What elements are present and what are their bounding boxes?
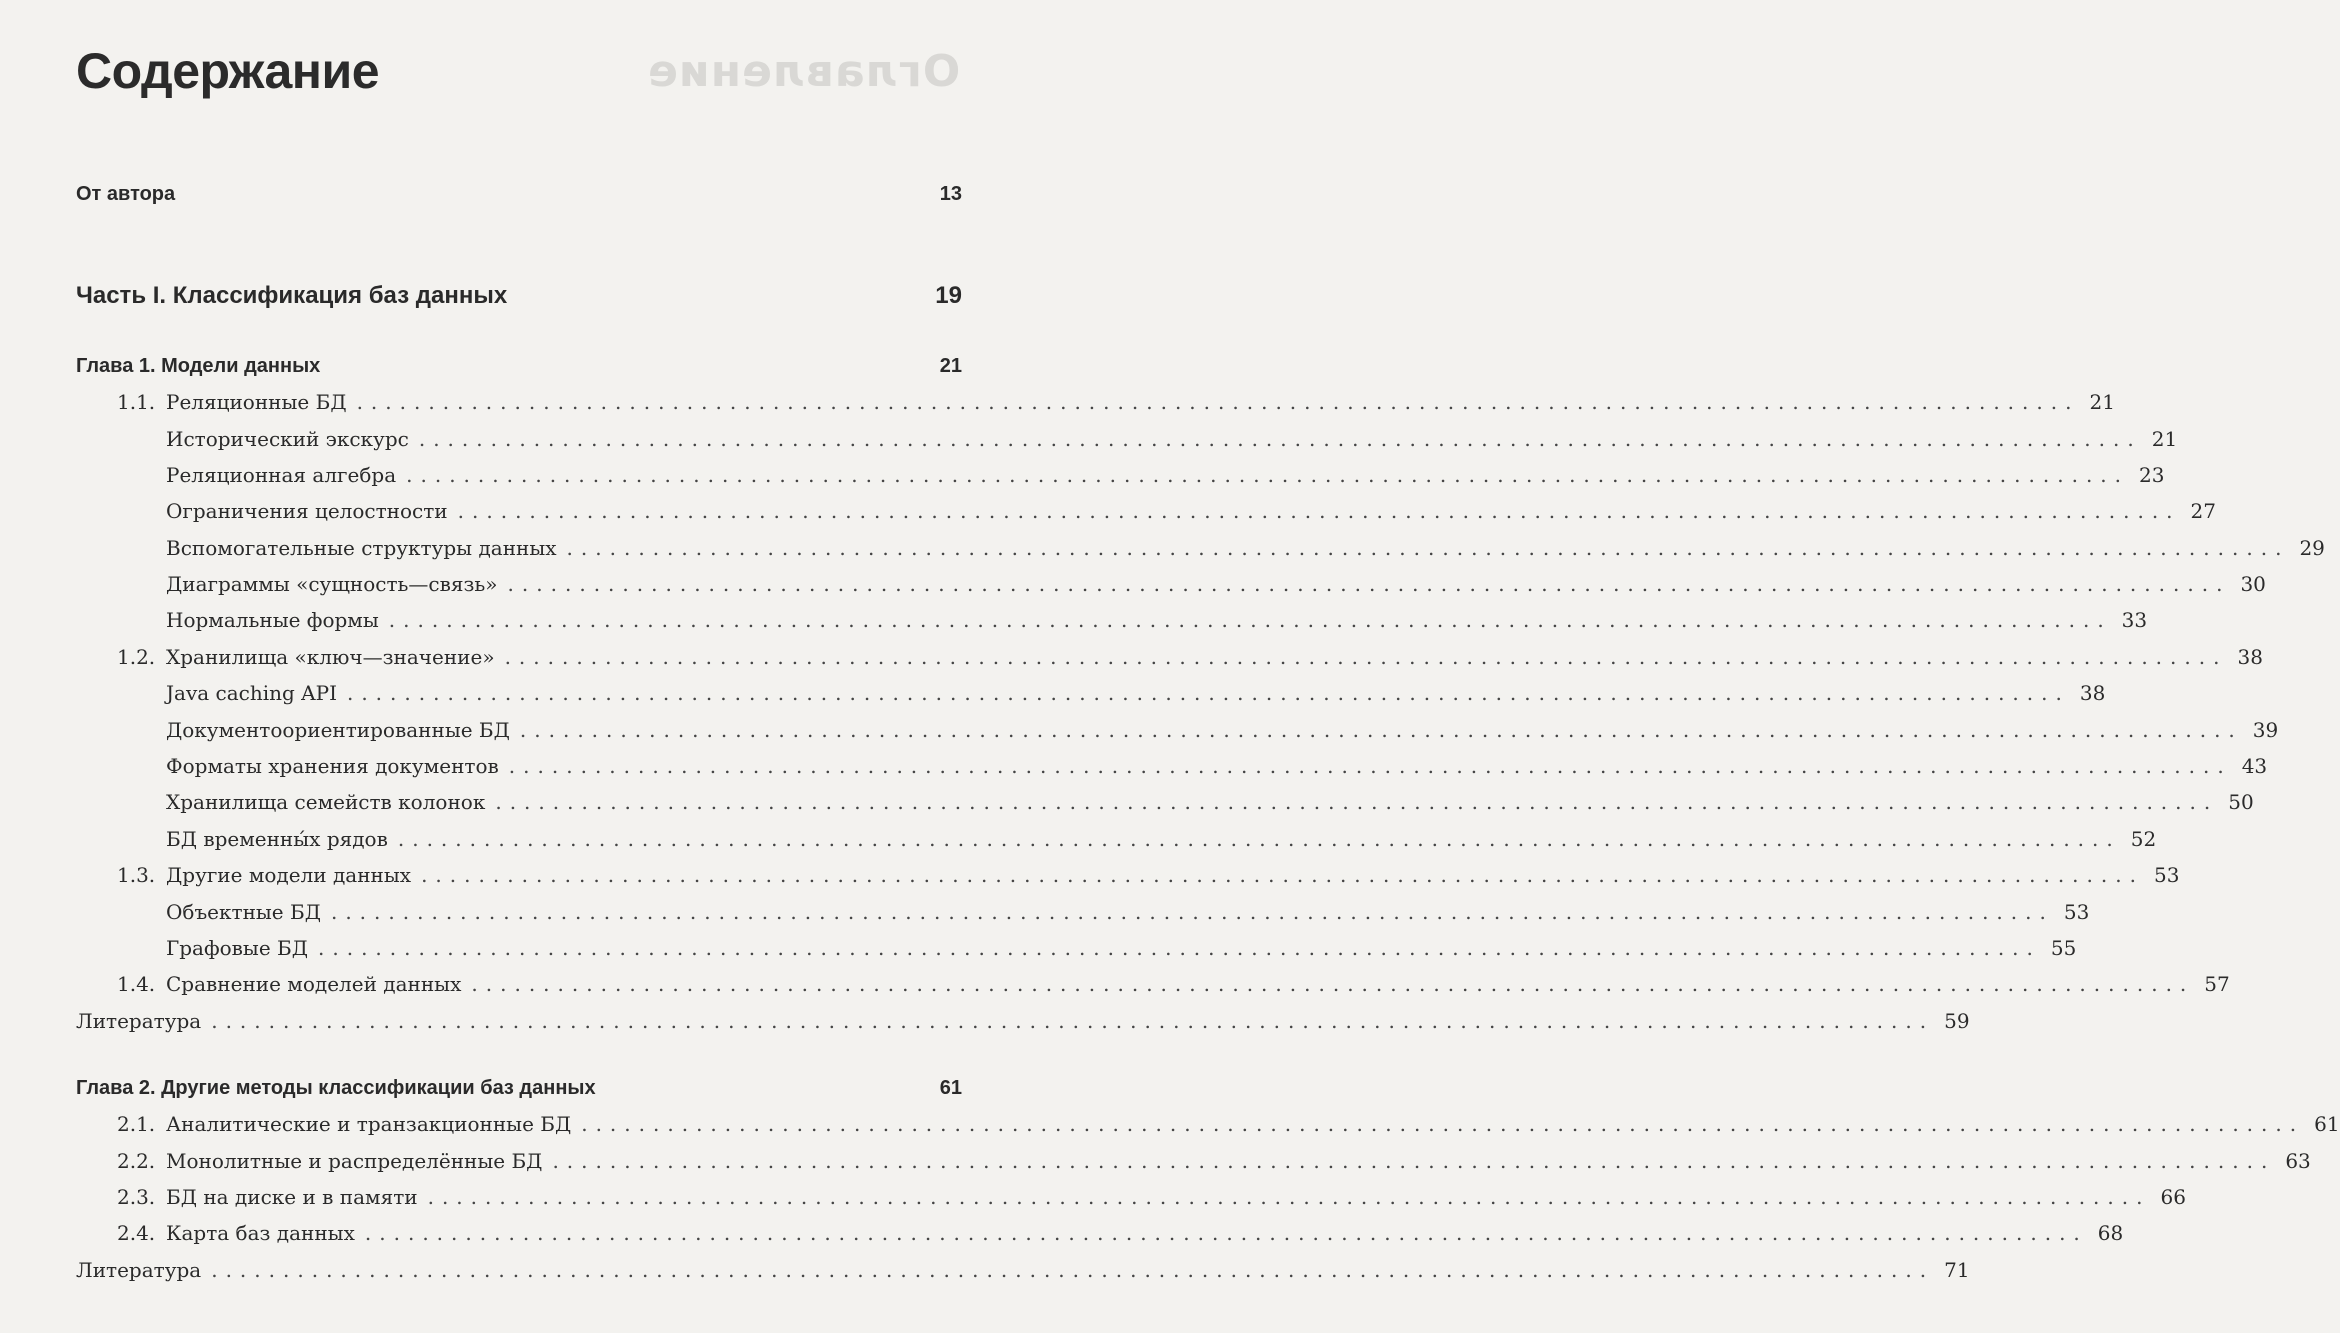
toc-entry xyxy=(0,825,2157,855)
toc-entry xyxy=(0,861,2180,891)
toc-entry xyxy=(0,716,2279,746)
toc-entry-title: Форматы хранения документов xyxy=(166,754,499,778)
toc-page-number: 29 xyxy=(2299,536,2325,560)
toc-entry xyxy=(0,352,1000,382)
toc-entry xyxy=(0,788,2254,818)
toc-entry-title: Исторический экскурс xyxy=(166,427,409,451)
toc-page-number: 38 xyxy=(2079,681,2106,705)
toc-page-number: 38 xyxy=(2237,645,2263,669)
toc-leader-dots: ........................................................................................................................ xyxy=(211,1258,1935,1282)
toc-entry xyxy=(0,388,2115,418)
toc-entry-title: БД временны́х рядов xyxy=(166,827,388,851)
toc-entry-title: Аналитические и транзакционные БД xyxy=(166,1112,572,1136)
toc-page-number: 57 xyxy=(2204,972,2230,996)
toc-entry xyxy=(0,898,2090,928)
toc-entry xyxy=(0,679,2106,709)
toc-page-number: 21 xyxy=(2089,390,2115,414)
toc-page-number: 23 xyxy=(2139,463,2165,487)
page-title: Содержание xyxy=(76,43,380,99)
toc-entry-title: Ограничения целостности xyxy=(166,499,448,523)
toc-entry xyxy=(0,282,1000,312)
toc-entry xyxy=(0,425,2178,455)
toc-leader-dots: ........................................................................................................................ xyxy=(211,1009,1935,1033)
toc-page-number: 50 xyxy=(2228,790,2254,814)
toc-page-number: 43 xyxy=(2241,754,2268,778)
toc-entry-title: Объектные БД xyxy=(166,900,321,924)
toc-page-number: 33 xyxy=(2121,608,2148,632)
toc-page-number: 59 xyxy=(1944,1009,1970,1033)
toc-entry-number: 1.1. xyxy=(117,390,156,414)
toc-entry-title: Часть I. Классификация баз данных xyxy=(76,282,508,309)
toc-leader-dots: ........................................................................................................................ xyxy=(471,972,2195,996)
toc-entry-number: 1.4. xyxy=(117,972,156,996)
toc-leader-dots: ........................................................................................................................ xyxy=(318,936,2041,960)
toc-entry xyxy=(0,1256,1970,1286)
toc-page-number: 71 xyxy=(1944,1258,1970,1282)
toc-entry xyxy=(0,1110,2340,1140)
toc-entry-title: Документоориентированные БД xyxy=(166,718,510,742)
toc-entry-number: 2.4. xyxy=(117,1221,156,1245)
toc-page-number: 30 xyxy=(2240,572,2266,596)
toc-page-number: 27 xyxy=(2190,499,2216,523)
toc-entry-title: Другие модели данных xyxy=(166,863,412,887)
toc-entry-title: Монолитные и распределённые БД xyxy=(166,1149,543,1173)
toc-entry-title: Диаграммы «сущность—связь» xyxy=(166,572,498,596)
toc-page-number: 53 xyxy=(2153,863,2180,887)
toc-entry-title: Глава 1. Модели данных xyxy=(76,355,321,377)
toc-page-number: 13 xyxy=(939,183,962,205)
toc-page-number: 66 xyxy=(2160,1185,2186,1209)
toc-entry-title: Нормальные формы xyxy=(166,608,379,632)
toc-leader-dots: ........................................................................................................................ xyxy=(397,827,2121,851)
toc-leader-dots: ........................................................................................................................ xyxy=(457,499,2181,523)
toc-entry xyxy=(0,534,2325,564)
toc-page-number: 61 xyxy=(939,1077,962,1099)
toc-page-number: 21 xyxy=(2151,427,2178,451)
toc-leader-dots: ........................................................................................................................ xyxy=(330,900,2054,924)
toc-entry xyxy=(0,934,2077,964)
toc-entry-title: Литература xyxy=(76,1258,202,1282)
toc-entry-title: Хранилища семейств колонок xyxy=(166,790,486,814)
toc-page-number: 68 xyxy=(2097,1221,2124,1245)
toc-page-number: 19 xyxy=(935,282,962,309)
toc-leader-dots: ........................................................................................................................ xyxy=(346,681,2070,705)
toc-entry-number: 1.2. xyxy=(117,645,156,669)
toc-leader-dots: ........................................................................................................................ xyxy=(519,718,2243,742)
toc-leader-dots: ........................................................................................................................ xyxy=(581,1112,2305,1136)
toc-entry xyxy=(0,643,2263,673)
toc-entry-title: Java caching API xyxy=(166,681,337,705)
toc-entry-title: Литература xyxy=(76,1009,202,1033)
toc-entry-title: Глава 2. Другие методы классификации баз данных xyxy=(76,1077,596,1099)
toc-leader-dots: ........................................................................................................................ xyxy=(508,754,2232,778)
toc-entry xyxy=(0,1183,2186,1213)
toc-entry xyxy=(0,570,2266,600)
toc-entry xyxy=(0,752,2268,782)
toc-entry-title: Хранилища «ключ—значение» xyxy=(166,645,495,669)
toc-entry xyxy=(0,461,2165,491)
toc-entry xyxy=(0,180,1000,210)
toc-entry xyxy=(0,1074,1000,1104)
toc-entry-title: Сравнение моделей данных xyxy=(166,972,462,996)
toc-page-number: 53 xyxy=(2063,900,2090,924)
toc-entry-number: 2.3. xyxy=(117,1185,156,1209)
toc-leader-dots: ........................................................................................................................ xyxy=(427,1185,2151,1209)
toc-entry-number: 1.3. xyxy=(117,863,156,887)
toc-leader-dots: ........................................................................................................................ xyxy=(406,463,2130,487)
toc-leader-dots: ........................................................................................................................ xyxy=(356,390,2080,414)
toc-page-number: 55 xyxy=(2050,936,2077,960)
toc-leader-dots: ........................................................................................................................ xyxy=(364,1221,2088,1245)
toc-page-number: 61 xyxy=(2314,1112,2340,1136)
toc-leader-dots: ........................................................................................................................ xyxy=(495,790,2219,814)
toc-entry xyxy=(0,970,2230,1000)
toc-entry-number: 2.1. xyxy=(117,1112,156,1136)
toc-entry xyxy=(0,497,2216,527)
toc-entry-title: Вспомогательные структуры данных xyxy=(166,536,557,560)
toc-entry-title: Графовые БД xyxy=(166,936,308,960)
toc-leader-dots: ........................................................................................................................ xyxy=(552,1149,2276,1173)
toc-leader-dots: ........................................................................................................................ xyxy=(388,608,2112,632)
toc-entry-title: Реляционная алгебра xyxy=(166,463,397,487)
toc-leader-dots: ........................................................................................................................ xyxy=(504,645,2228,669)
toc-page-number: 63 xyxy=(2285,1149,2311,1173)
toc-entry xyxy=(0,606,2148,636)
toc-leader-dots: ........................................................................................................................ xyxy=(507,572,2231,596)
toc-entry xyxy=(0,1219,2124,1249)
toc-page-number: 52 xyxy=(2130,827,2157,851)
toc-leader-dots: ........................................................................................................................ xyxy=(566,536,2290,560)
toc-entry-title: БД на диске и в памяти xyxy=(166,1185,418,1209)
toc-entry xyxy=(0,1007,1970,1037)
toc-entry xyxy=(0,1147,2311,1177)
toc-entry-title: Карта баз данных xyxy=(166,1221,355,1245)
bleed-through-heading: Оглавление xyxy=(646,46,960,97)
toc-entry-title: От автора xyxy=(76,183,176,205)
toc-page-number: 39 xyxy=(2252,718,2279,742)
toc-page-number: 21 xyxy=(939,355,962,377)
toc-entry-title: Реляционные БД xyxy=(166,390,347,414)
toc-leader-dots: ........................................................................................................................ xyxy=(421,863,2144,887)
toc-entry-number: 2.2. xyxy=(117,1149,156,1173)
toc-leader-dots: ........................................................................................................................ xyxy=(418,427,2142,451)
